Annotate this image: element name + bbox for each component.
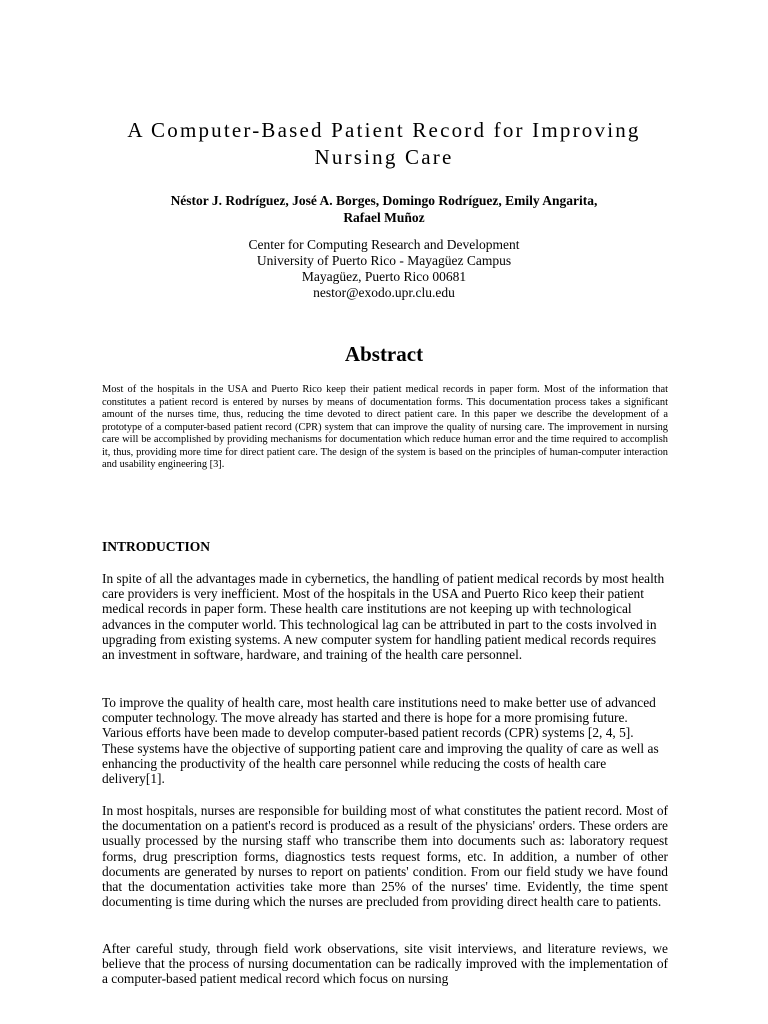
author-list-line-1: Néstor J. Rodríguez, José A. Borges, Domingo Rodríguez, Emily Angarita,	[170, 193, 598, 208]
introduction-heading: INTRODUCTION	[102, 539, 211, 554]
paper-title-line-2: Nursing Care	[314, 145, 454, 169]
affiliation-center: Center for Computing Research and Development	[248, 237, 520, 252]
affiliation-email: nestor@exodo.upr.clu.edu	[313, 285, 455, 300]
introduction-paragraph-3: In most hospitals, nurses are responsible for building most of what constitutes the patient record. Most of the documentation on a patient's record is produced as a result of the physicians' orders. These orders are usually processed by the nursing staff who transcribe them into documents such as: laboratory request forms, drug prescription forms, diagnostics tests request forms, etc. In addition, a number of other documents are generated by nurses to report on patients' condition. From our field study we have found that the documentation activities take more than 25% of the nurses' time. Evidently, the time spent documenting is time during which the nurses are precluded from providing direct health care to patients.	[102, 803, 668, 910]
introduction-paragraph-2: To improve the quality of health care, most health care institutions need to make better use of advanced computer technology. The move already has started and there is hope for a more promising future. Various efforts have been made to develop computer-based patient records (CPR) systems [2, 4, 5]. These systems have the objective of supporting patient care and improving the quality of care as well as enhancing the productivity of the health care personnel while reducing the costs of health care delivery[1].	[102, 695, 659, 787]
affiliation-university: University of Puerto Rico - Mayagüez Campus	[256, 253, 512, 268]
paper-title-line-1: A Computer-Based Patient Record for Improving	[127, 118, 641, 142]
affiliation-block	[134, 237, 634, 301]
introduction-paragraph-4: After careful study, through field work observations, site visit interviews, and literature reviews, we believe that the process of nursing documentation can be radically improved with the implementation of a computer-based patient medical record which focus on nursing	[102, 941, 668, 987]
abstract-heading: Abstract	[344, 342, 424, 366]
abstract-text: Most of the hospitals in the USA and Puerto Rico keep their patient medical records in paper form. Most of the information that constitutes a patient record is entered by nurses by means of documentation forms. This documentation process takes a significant amount of the nurses time, thus, reducing the time devoted to direct patient care. In this paper we describe the development of a prototype of a computer-based patient record (CPR) system that can improve the quality of nursing care. The improvement in nursing care will be accomplished by providing mechanisms for documentation which reduce human error and the time required to accomplish it, thus, providing more time for direct patient care. The design of the system is based on the principles of human-computer interaction and usability engineering [3].	[102, 384, 668, 470]
author-list-line-2: Rafael Muñoz	[343, 210, 425, 225]
introduction-paragraph-1: In spite of all the advantages made in cybernetics, the handling of patient medical records by most health care providers is very inefficient. Most of the hospitals in the USA and Puerto Rico keep their patient medical records in paper form. These health care institutions are not keeping up with technological advances in the computer world. This technological lag can be attributed in part to the costs involved in upgrading from existing systems. A new computer system for handling patient medical records requires an investment in software, hardware, and training of the health care personnel.	[102, 571, 665, 663]
affiliation-address: Mayagüez, Puerto Rico 00681	[301, 269, 467, 284]
author-list	[80, 192, 688, 226]
paper-title	[60, 117, 708, 171]
